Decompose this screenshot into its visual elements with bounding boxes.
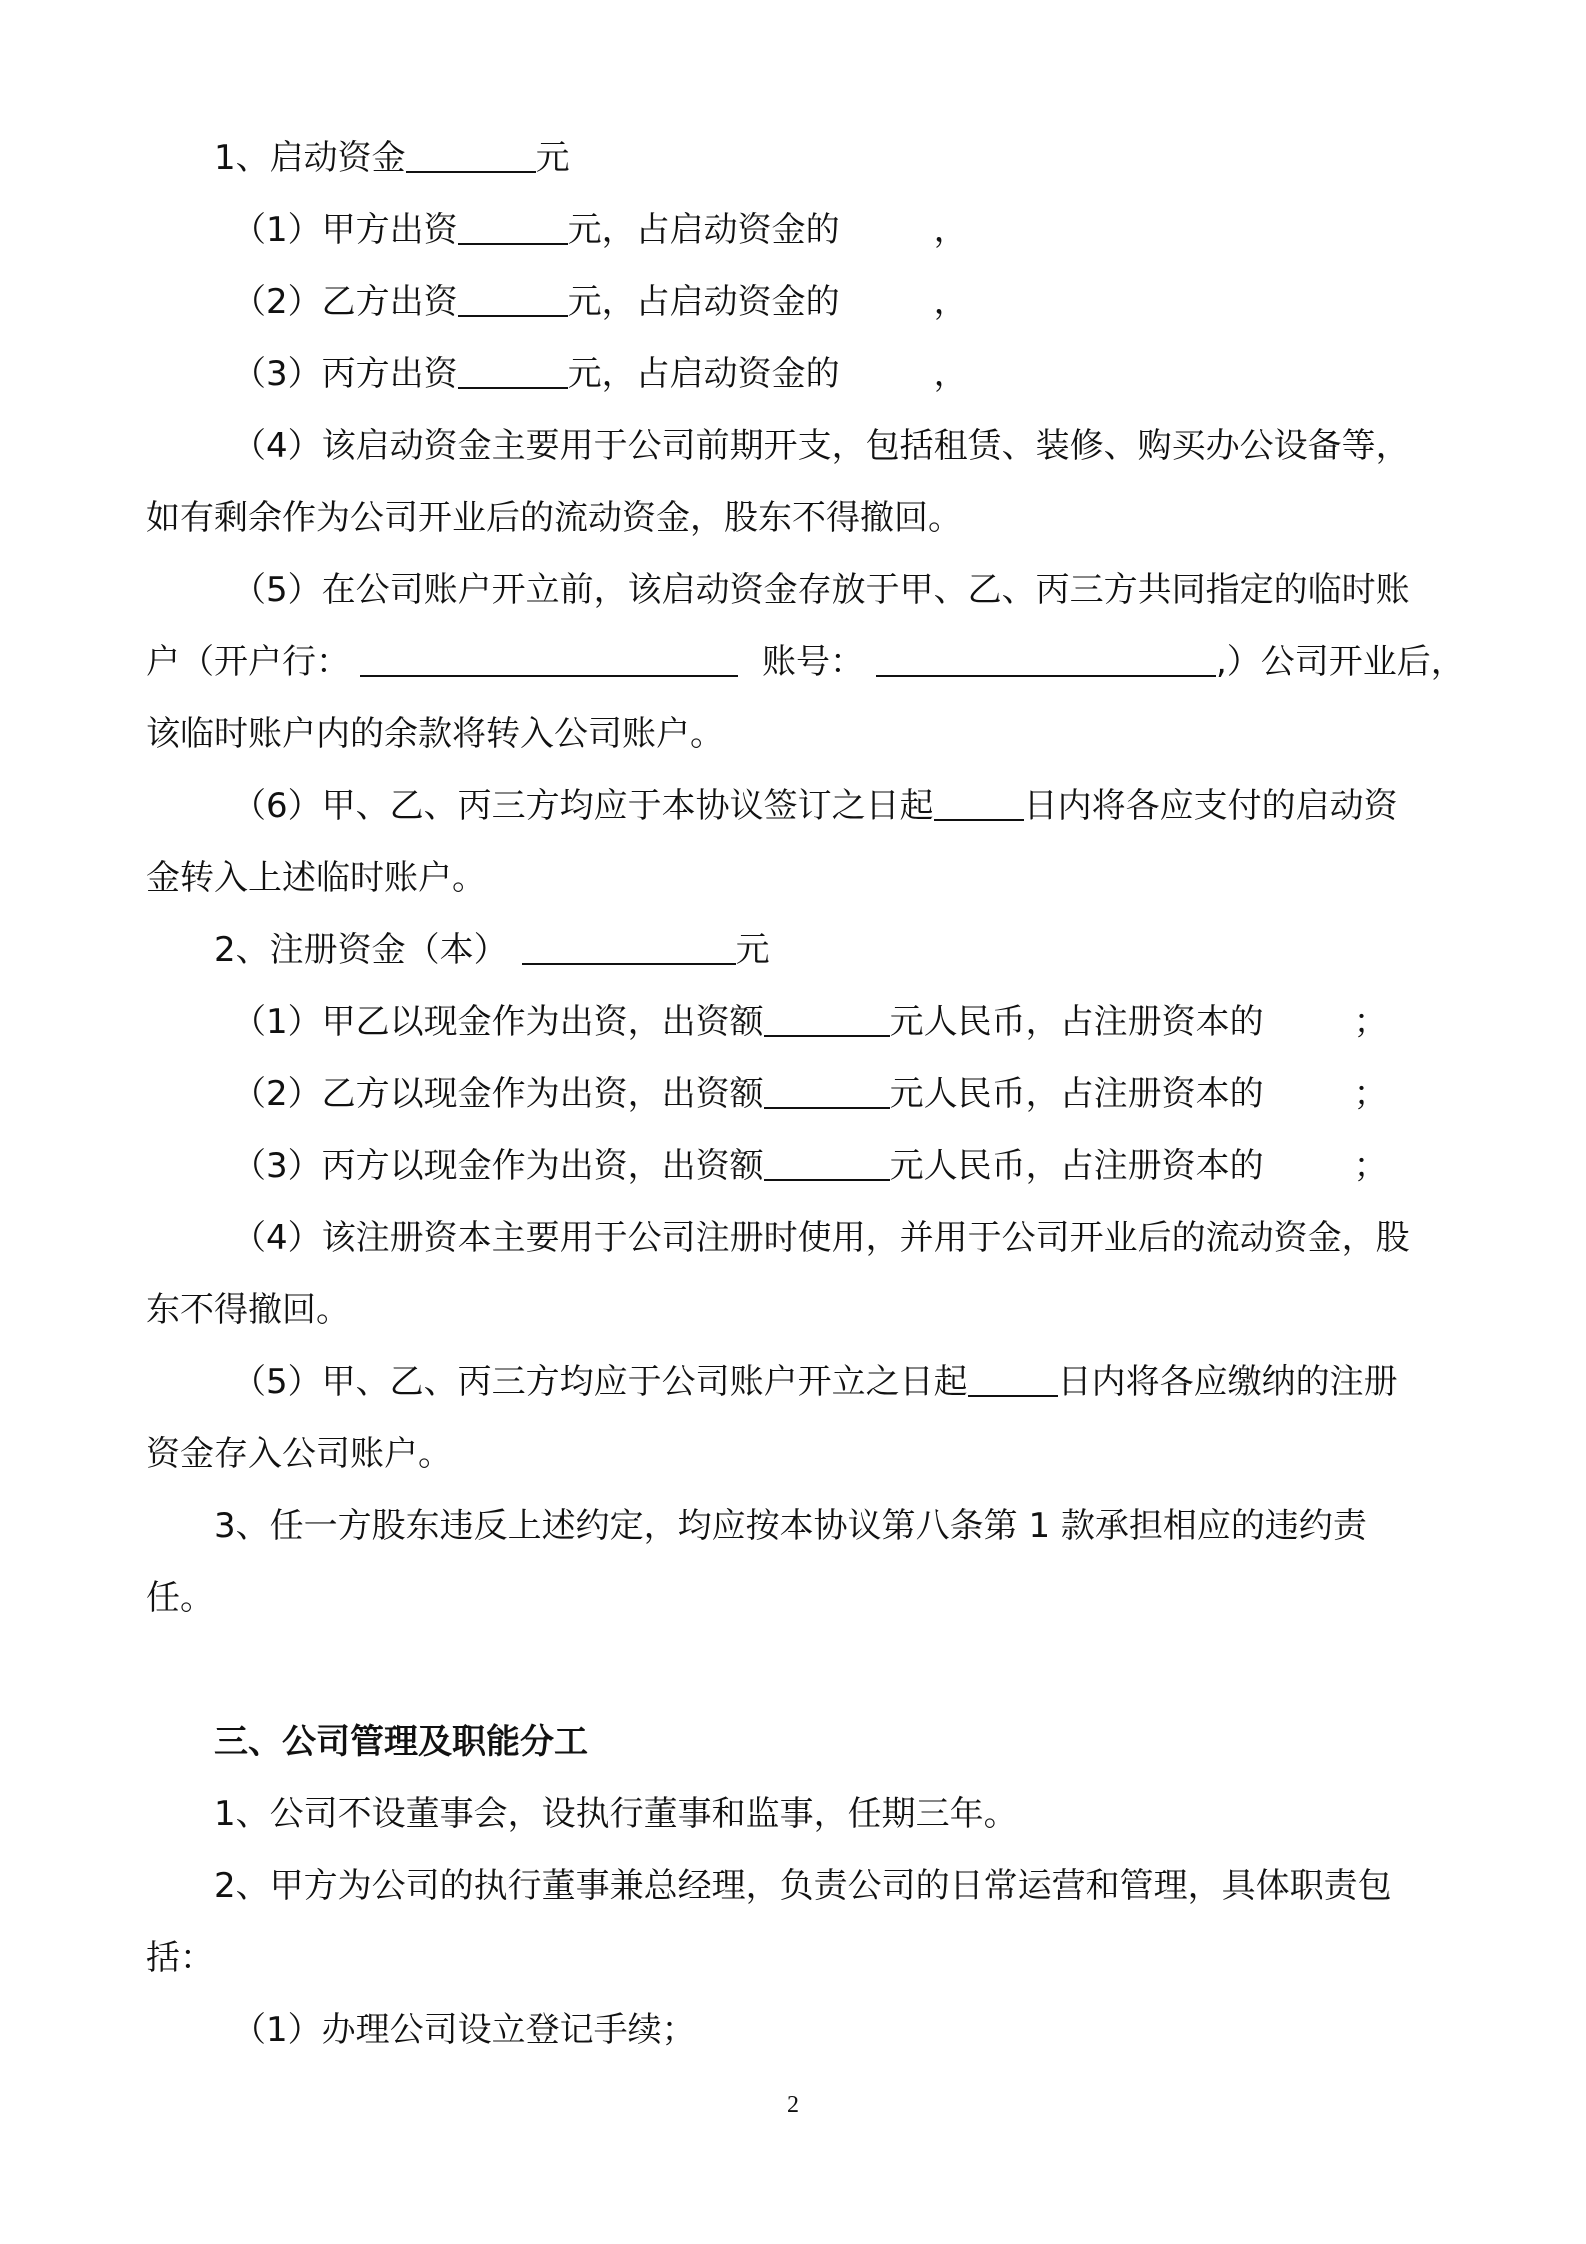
transfer-deadline-line: （6）甲、乙、丙三方均应于本协议签订之日起 日内将各应支付的启动资 [232, 786, 1398, 826]
unit: 元 [535, 138, 570, 178]
deposit-deadline-line: （5）甲、乙、丙三方均应于公司账户开立之日起 日内将各应缴纳的注册 [232, 1362, 1398, 1402]
registered-capital-heading: 2、注册资金（本） 元 [214, 930, 770, 970]
section-title: 三、公司管理及职能分工 [214, 1722, 588, 1762]
paragraph-line: （5）在公司账户开立前，该启动资金存放于甲、乙、丙三方共同指定的临时账 [232, 570, 1410, 610]
paragraph-line: （1）办理公司设立登记手续； [232, 2010, 696, 2050]
blank-deposit-days[interactable] [968, 1365, 1058, 1397]
paragraph-line: 金转入上述临时账户。 [146, 858, 486, 898]
blank-party-a-amount[interactable] [458, 213, 568, 245]
temp-account-line: 户（开户行： 账号： ,）公司开业后， [146, 642, 1465, 682]
paragraph-line: （4）该启动资金主要用于公司前期开支，包括租赁、装修、购买办公设备等， [232, 426, 1410, 466]
paragraph-line: 资金存入公司账户。 [146, 1434, 452, 1474]
page-number: 2 [787, 2092, 799, 2118]
paragraph-line: 任。 [146, 1578, 214, 1618]
blank-startup-capital[interactable] [406, 141, 536, 173]
party-b-contribution: （2）乙方出资 元，占启动资金的 ， [232, 282, 968, 322]
startup-capital-heading [214, 136, 570, 180]
paragraph-line: 如有剩余作为公司开业后的流动资金，股东不得撤回。 [146, 498, 962, 538]
blank-account-number[interactable] [876, 645, 1216, 677]
party-a-contribution: （1）甲方出资 元，占启动资金的 ， [232, 210, 968, 250]
blank-reg-a-amount[interactable] [764, 1005, 890, 1037]
registered-party-b: （2）乙方以现金作为出资，出资额 元人民币，占注册资本的 ； [232, 1074, 1388, 1114]
paragraph-line: 该临时账户内的余款将转入公司账户。 [146, 714, 724, 754]
paragraph-line: 东不得撤回。 [146, 1290, 350, 1330]
paragraph-line: 2、甲方为公司的执行董事兼总经理，负责公司的日常运营和管理，具体职责包 [214, 1866, 1392, 1906]
blank-party-b-amount[interactable] [458, 285, 568, 317]
label: 1、启动资金 [214, 138, 406, 178]
party-c-contribution: （3）丙方出资 元，占启动资金的 ， [232, 354, 968, 394]
paragraph-line: （4）该注册资本主要用于公司注册时使用，并用于公司开业后的流动资金，股 [232, 1218, 1410, 1258]
paragraph-line: 括： [146, 1938, 214, 1978]
registered-party-c: （3）丙方以现金作为出资，出资额 元人民币，占注册资本的 ； [232, 1146, 1388, 1186]
blank-reg-b-amount[interactable] [764, 1077, 890, 1109]
paragraph-line: 1、公司不设董事会，设执行董事和监事，任期三年。 [214, 1794, 1018, 1834]
registered-party-a: （1）甲乙以现金作为出资，出资额 元人民币，占注册资本的 ； [232, 1002, 1388, 1042]
blank-registered-capital[interactable] [522, 933, 736, 965]
blank-reg-c-amount[interactable] [764, 1149, 890, 1181]
blank-bank-name[interactable] [360, 645, 738, 677]
blank-transfer-days[interactable] [934, 789, 1024, 821]
paragraph-line: 3、任一方股东违反上述约定，均应按本协议第八条第 1 款承担相应的违约责 [214, 1506, 1367, 1546]
blank-party-c-amount[interactable] [458, 357, 568, 389]
